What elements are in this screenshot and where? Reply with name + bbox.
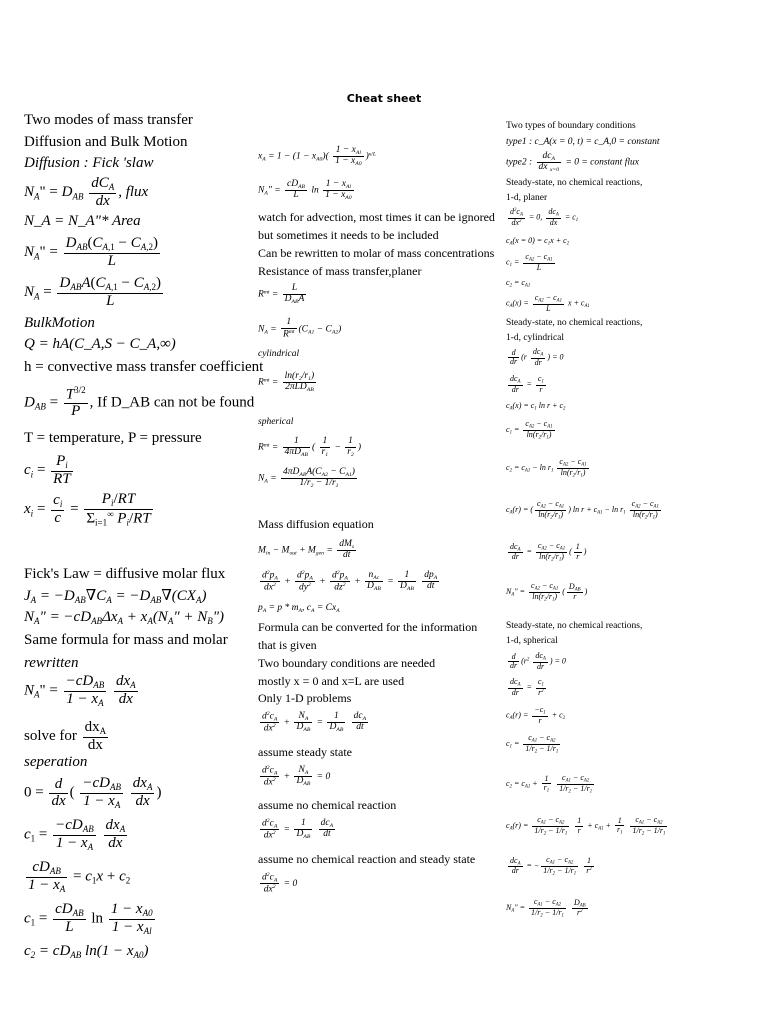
- equation-na-total: $N_A$ = $\frac{D_{AB}A(C_{A,1} - C_{A,2})}{L}$: [24, 275, 161, 309]
- equation-mass-balance: $M_{in} - M_{out} + M_{gen}$ = $\frac{dM_s}{dt}$: [258, 539, 355, 560]
- equation-ficks-flux: $N_A$" = $D_{AB}$ $\frac{dC_A}{dx}$ , flux: [24, 175, 149, 209]
- equation-planer-ca: $c_A(x = 0) = c_1x + c_2$: [506, 236, 570, 247]
- cyl-heading-1: Steady-state, no chemical reactions,: [506, 318, 643, 328]
- equation-diffusion-pde: $\frac{d^2p_A}{dx^2}$ + $\frac{d^2p_A}{dy^2}$ + $\frac{d^2p_A}{dz^2}$ + $\frac{n_{Ac}}{D_{AB}}$ = $\frac{1}{D_{AB}}$ $\frac{dp_A}{dt}$: [262, 570, 438, 593]
- type1-bc: type1 : c_A(x = 0, t) = c_A,0 = constant: [506, 137, 660, 147]
- equation-cyl-c1: $c_1$ = $\frac{c_{A2} - c_{A1}}{\ln(r_2/r_1)}$: [506, 419, 553, 441]
- label-spherical: spherical: [258, 417, 294, 427]
- equation-ja: $J_A = -D_{AB}\nabla C_A = -D_{AB}\nabla(CX_A)$: [24, 588, 207, 606]
- resistance-note: Resistance of mass transfer,planer: [258, 264, 422, 278]
- t-p-definition: T = temperature, P = pressure: [24, 430, 202, 446]
- equation-zero-derivative: 0 = $\frac{d}{dx}$ ( $\frac{-cD_{AB}}{1 - x_A}$ $\frac{dx_A}{dx}$ ): [24, 775, 162, 810]
- equation-cyl-flux: $N_A$" = $\frac{c_{A2} - c_{A1}}{\ln(r_2/r_1)}$ ( $\frac{D_{AB}}{r}$ ): [506, 581, 588, 603]
- equation-na-resistance: $N_A$ = $\frac{1}{R^{mt}}$ $(C_{A1} - C_{A2})$: [258, 317, 342, 340]
- equation-sph-gradient: $\frac{dc_A}{dr}$ = $\frac{c_1}{r^2}$: [510, 677, 544, 697]
- planer-heading-2: 1-d, planer: [506, 193, 548, 203]
- steady-state-note: assume steady state: [258, 745, 352, 759]
- equation-cyl-ca: $c_A(x) = c_1$ $\ln r + c_2$: [506, 401, 566, 412]
- rewritten-molar-note: Can be rewritten to molar of mass concentrations: [258, 246, 495, 260]
- flux-label: , flux: [118, 184, 149, 201]
- equation-na-area: N_A = N_A"* Area: [24, 213, 141, 229]
- equation-cyl-gradient: $\frac{dc_A}{dr}$ = $\frac{c_1}{r}$: [510, 374, 544, 394]
- equation-r-spherical: $R^{mt}$ = $\frac{1}{4\pi D_{AB}}$ ( $\frac{1}{r_1}$ − $\frac{1}{r_2}$ ): [258, 436, 361, 458]
- no-chem-steady-note: assume no chemical reaction and steady state: [258, 852, 476, 866]
- equation-r-cylindrical: $R^{mt}$ = $\frac{\ln(r_2/r_1)}{2\pi LD_{AB}}$: [258, 371, 315, 393]
- formula-converted-note: Formula can be converted for the information: [258, 620, 478, 634]
- equation-planer-profile: $c_A(x)$ = $\frac{c_{A2} - c_{A1}}{L}$ $x + c_{A1}$: [506, 293, 590, 313]
- equation-sph-c2: $c_2 = c_{A1}$ + $\frac{1}{r_1}$ $\frac{c_{A1} - c_{A2}}{1/r_2 - 1/r_1}$: [506, 773, 593, 795]
- equation-1d-transient: $\frac{d^2c_A}{dx^2}$ + $\frac{N_A}{D_{AB}}$ = $\frac{1}{D_{AB}}$ $\frac{dc_A}{dt}$: [262, 711, 367, 734]
- planer-heading-1: Steady-state, no chemical reactions,: [506, 178, 643, 188]
- only-1d-note: Only 1-D problems: [258, 691, 352, 705]
- equation-xi: $x_i$ = $\frac{c_i}{c}$ = $\frac{P_i/RT}{\Sigma_{i=1}^\infty P_i/RT}$: [24, 491, 151, 528]
- equation-c2: $c_2 = cD_{AB}$ $\ln(1 - x_{A0})$: [24, 943, 149, 961]
- heading-two-modes: Two modes of mass transfer: [24, 112, 193, 128]
- equation-cyl-c2: $c_2 = c_{A1} - \ln r_1$ $\frac{c_{A2} - c_{A1}}{\ln(r_2/r_1)}$: [506, 457, 587, 479]
- label-bulk-motion: BulkMotion: [24, 315, 95, 331]
- page-title: Cheat sheet: [346, 92, 422, 105]
- that-is-given-note: that is given: [258, 638, 317, 652]
- equation-steady: $\frac{d^2c_A}{dx^2}$ + $\frac{N_A}{D_{AB}}$ = 0: [262, 765, 331, 788]
- equation-sph-c1: $c_1$ = $\frac{c_{A1} - c_{A2}}{1/r_2 - 1/r_1}$: [506, 733, 559, 755]
- solve-for-label: solve for: [24, 728, 77, 745]
- equation-no-reaction: $\frac{d^2c_A}{dx^2}$ = $\frac{1}{D_{AB}}$ $\frac{dc_A}{dt}$: [262, 818, 334, 841]
- equation-laplace: $\frac{d^2c_A}{dx^2}$ = 0: [262, 872, 298, 895]
- equation-na-rewritten: $N_A$" = $\frac{-cD_{AB}}{1 - x_A}$ $\frac{dx_A}{dx}$: [24, 673, 136, 708]
- equation-na-molar: $N_A$" = $-cD_{AB}\Delta x_A + x_A(N_A$" + $N_B$"): [24, 609, 225, 627]
- equation-na-spherical: $N_A$ = $\frac{4\pi D_{AB}A(C_{A2} - C_{A1})}{1/r_2 - 1/r_1}$: [258, 467, 355, 489]
- equation-cyl-ode: $\frac{d}{dr}$ (r $\frac{dc_A}{dr}$ ) = 0: [510, 347, 564, 367]
- included-note: but sometimes it needs to be included: [258, 228, 439, 242]
- no-chem-note: assume no chemical reaction: [258, 798, 397, 812]
- label-seperation: seperation: [24, 754, 88, 770]
- ficks-law-heading: Fick's Law = diffusive molar flux: [24, 566, 226, 582]
- equation-r-planar: $R^{mt}$ = $\frac{L}{D_{AB}A}$: [258, 283, 305, 305]
- solve-for: solve for $\frac{dx_A}{dx}$: [24, 719, 107, 753]
- equation-planer-c2: $c_2 = c_{A1}$: [506, 278, 531, 289]
- h-definition: h = convective mass transfer coefficient: [24, 359, 264, 375]
- label-rewritten: rewritten: [24, 655, 79, 671]
- equation-sph-ode: $\frac{d}{dr}$ ($r^2$ $\frac{dc_A}{dr}$ ) = 0: [510, 651, 566, 671]
- equation-c1-log: $c_1$ = $\frac{cD_{AB}}{L}$ ln $\frac{1 - x_{A0}}{1 - x_{Al}}$: [24, 901, 153, 936]
- advection-note: watch for advection, most times it can be ignored: [258, 210, 495, 224]
- equation-na-log: $N_A$" = $\frac{cD_{AB}}{L}$ ln $\frac{1 - x_{Al}}{1 - x_{A0}}$: [258, 179, 352, 201]
- equation-ci: $c_i$ = $\frac{P_i}{RT}$: [24, 453, 71, 487]
- equation-planer-c1: $c_1$ = $\frac{c_{A2} - c_{A1}}{L}$: [506, 252, 553, 272]
- cyl-heading-2: 1-d, cylindrical: [506, 333, 565, 343]
- heading-diff-bulk: Diffusion and Bulk Motion: [24, 134, 188, 150]
- equation-xa-profile: $x_A = 1 - (1 - x_{A0})$( $\frac{1 - x_{Al}}{1 - x_{A0}}$ )$^{x/L}$: [258, 145, 377, 167]
- same-formula-note: Same formula for mass and molar: [24, 632, 228, 648]
- equation-pa: $p_A = p * m_A$, $c_A = Cx_A$: [258, 603, 340, 614]
- label-diffusion: Diffusion : Fick 'slaw: [24, 155, 154, 171]
- dab-note: , If D_AB can not be found: [89, 394, 255, 411]
- mass-diffusion-heading: Mass diffusion equation: [258, 517, 374, 531]
- two-types-heading: Two types of boundary conditions: [506, 121, 636, 131]
- type2-suffix: = 0 = constant flux: [565, 157, 639, 168]
- equation-sph-profile: $c_A(r)$ = $\frac{c_{A1} - c_{A2}}{1/r_2 - 1/r_1}$ $\frac{1}{r}$ + $c_{A1}$ + $\frac{1}{r_1}$ $\frac{c_{A1} - c_{A2}}{1/r_2 - 1/r_1}$: [506, 815, 666, 837]
- equation-dab: $D_{AB}$ = $\frac{T^{3/2}}{P}$ , If D_AB can not be found: [24, 385, 255, 420]
- equation-c1x-c2: $\frac{cD_{AB}}{1 - x_A}$ = $c_1x + c_2$: [28, 859, 131, 894]
- equation-cyl-dcdr: $\frac{dc_A}{dr}$ = $\frac{c_{A2} - c_{A1}}{\ln(r_2/r_1)}$ ( $\frac{1}{r}$ ): [510, 541, 587, 563]
- equation-sph-dcdr: $\frac{dc_A}{dr}$ = − $\frac{c_{A1} - c_{A2}}{1/r_2 - 1/r_1}$ $\frac{1}{r^2}$: [510, 855, 592, 877]
- equation-planer-ode: $\frac{d^2c_A}{dx^2}$ = 0, $\frac{dc_A}{dx}$ = $c_1$: [510, 207, 579, 227]
- equation-sph-ca: $c_A(r)$ = $\frac{-c_1}{r}$ + $c_2$: [506, 705, 566, 725]
- equation-cyl-profile: $c_A(r)$ = ( $\frac{c_{A2} - c_{A1}}{\ln(r_2/r_1)}$ ) $\ln r + c_{A1} - \ln r_1$ $\frac{c_{A2} - c_{A1}}{\ln(r_2/r_1)}$: [506, 499, 659, 521]
- type2-bc: type2 : $\frac{dc_A}{dx _{x=0}}$ = 0 = constant flux: [506, 151, 639, 173]
- mostly-note: mostly x = 0 and x=L are used: [258, 674, 405, 688]
- equation-sph-flux: $N_A$" = $\frac{c_{A1} - c_{A2}}{1/r_2 - 1/r_1}$ $\frac{D_{AB}}{r^2}$: [506, 897, 586, 919]
- equation-na-flux-difference: $N_A$" = $\frac{D_{AB}(C_{A,1} - C_{A,2})}{L}$: [24, 235, 158, 269]
- two-bc-note: Two boundary conditions are needed: [258, 656, 436, 670]
- equation-c1: $c_1$ = $\frac{-cD_{AB}}{1 - x_A}$ $\frac{dx_A}{dx}$: [24, 817, 126, 852]
- sph-heading-1: Steady-state, no chemical reactions,: [506, 621, 643, 631]
- label-cylindrical: cylindrical: [258, 349, 300, 359]
- sph-heading-2: 1-d, spherical: [506, 636, 558, 646]
- equation-q: Q = hA(C_A,S − C_A,∞): [24, 336, 176, 352]
